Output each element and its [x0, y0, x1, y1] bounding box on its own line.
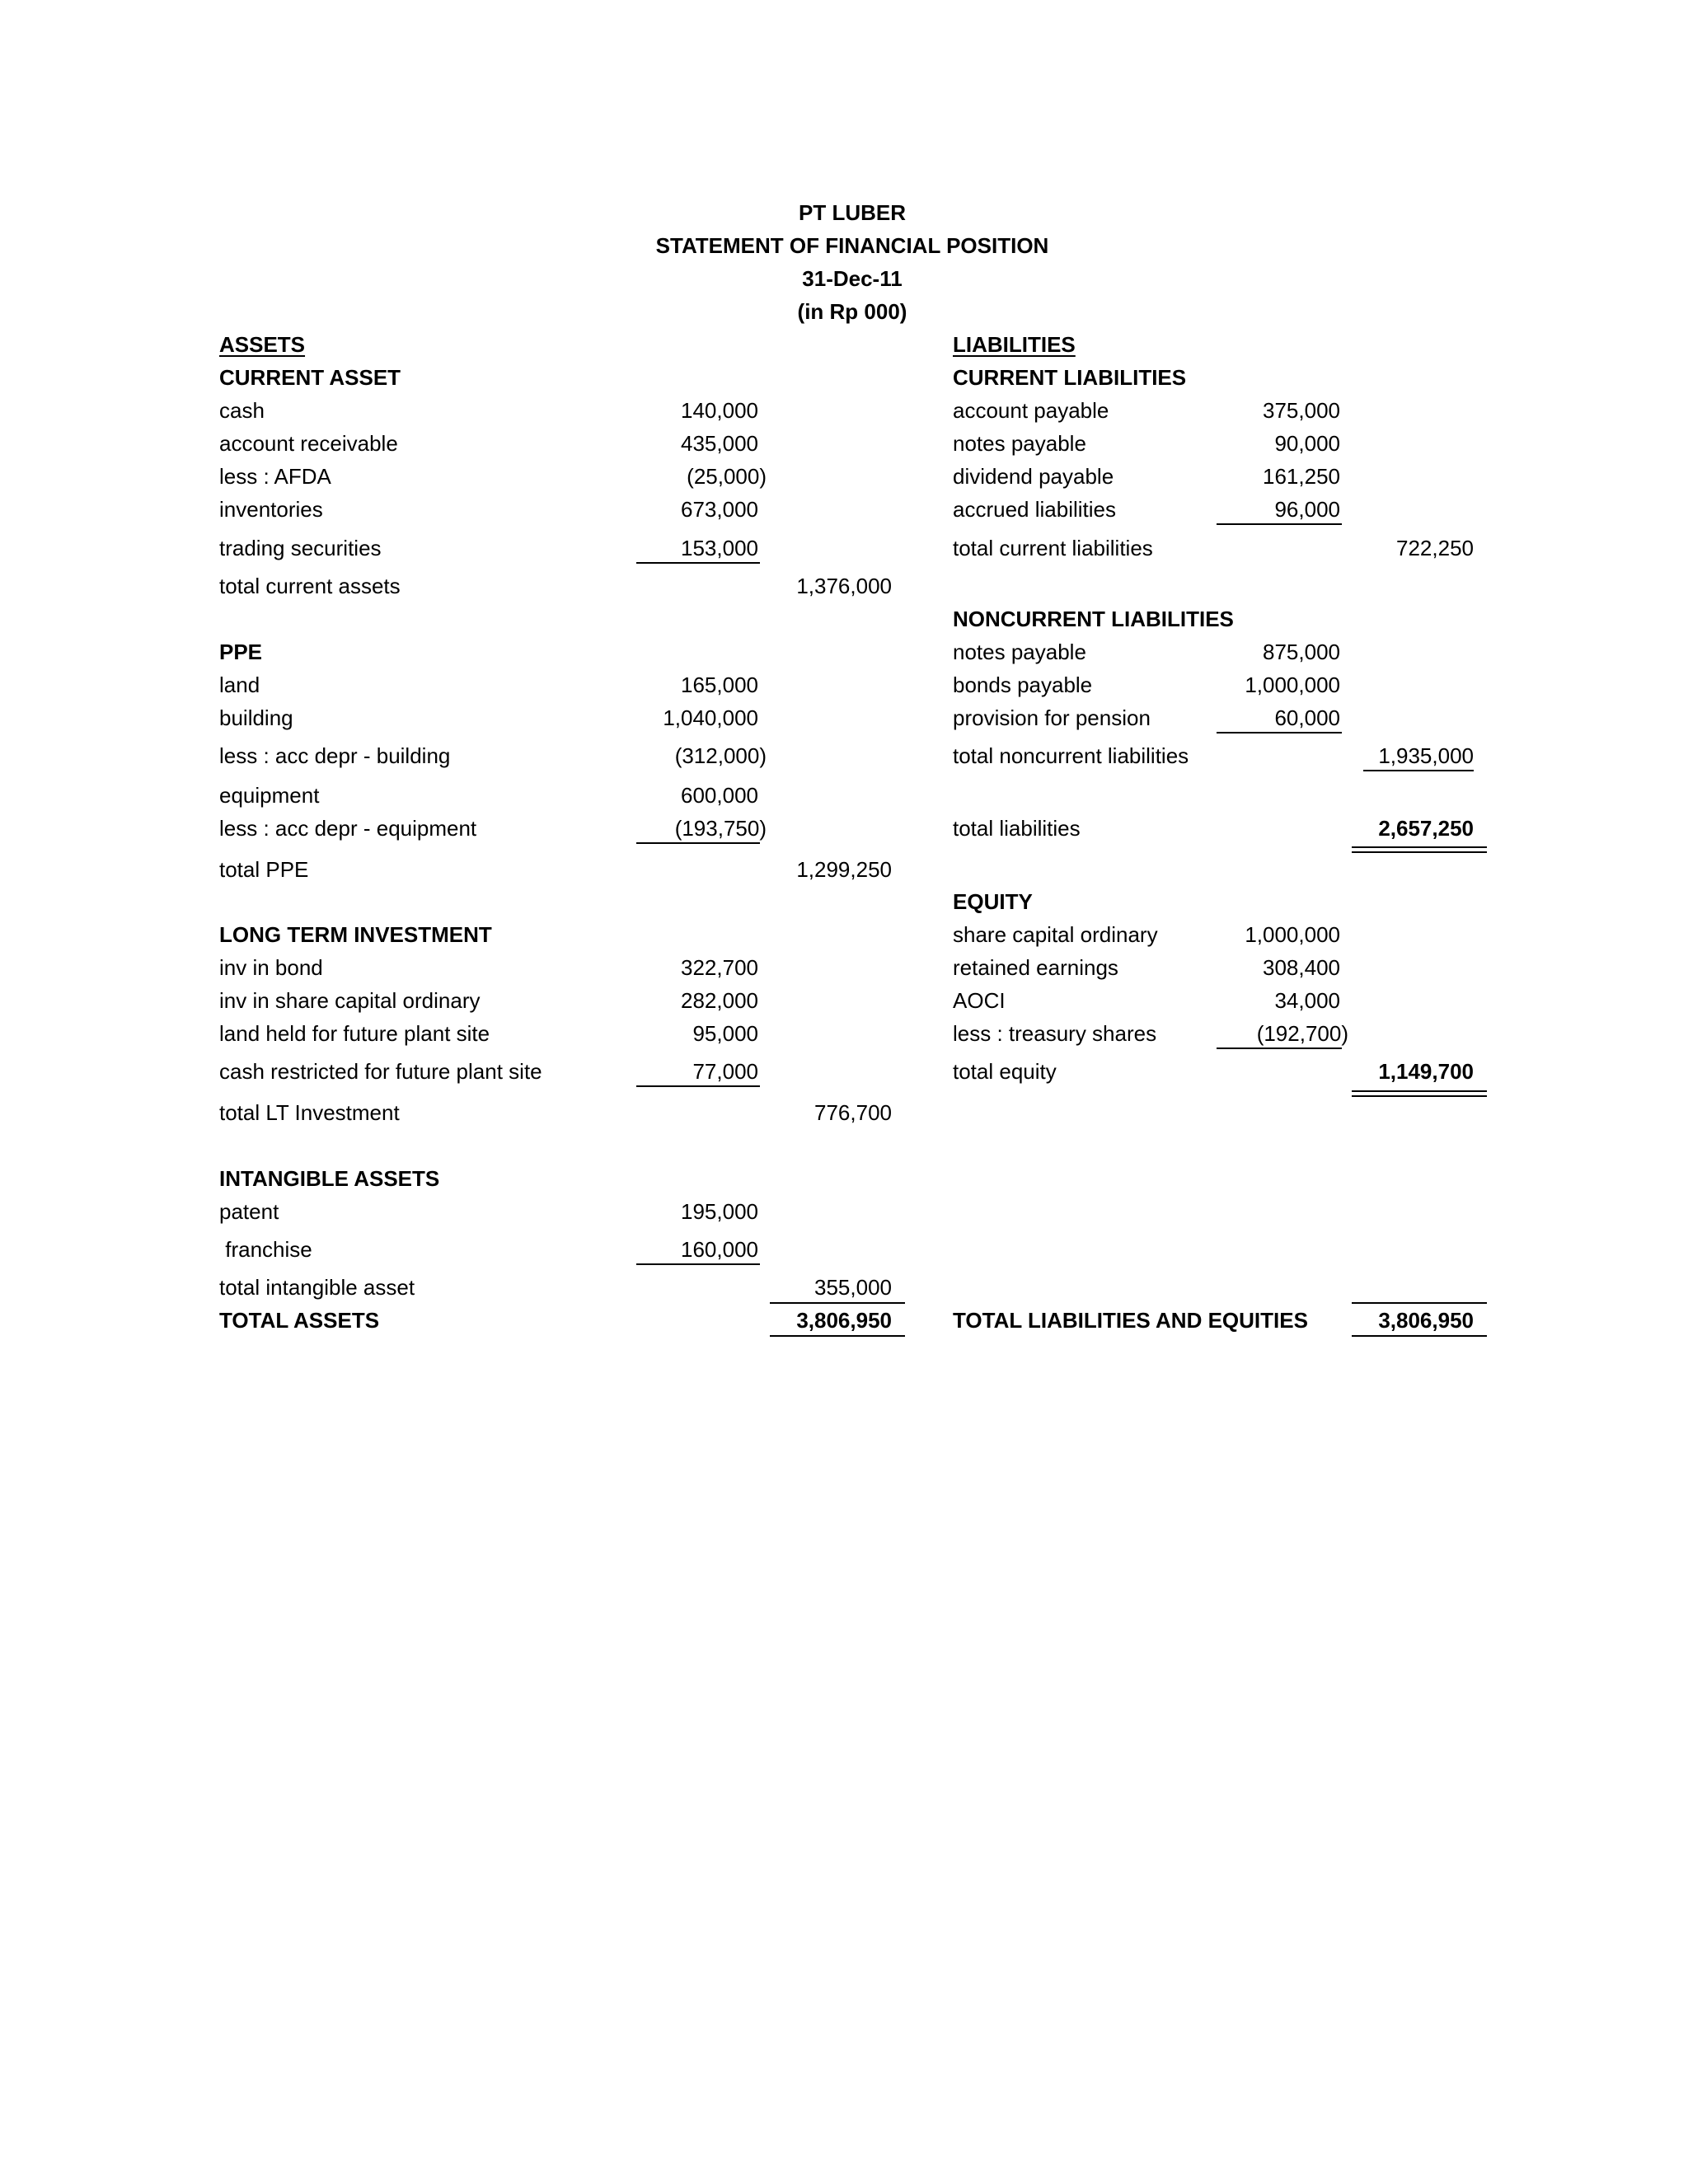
equity-value: 308,400 [1263, 955, 1340, 980]
subtotal-rule [1363, 770, 1474, 771]
asset-label: inv in bond [219, 955, 323, 980]
asset-value: (193,750) [674, 816, 767, 841]
asset-label: less : acc depr - equipment [219, 816, 477, 841]
liability-value: 161,250 [1263, 464, 1340, 489]
total-rule-bottom [770, 1335, 905, 1337]
asset-value: 600,000 [681, 783, 758, 808]
asset-total-label: total current assets [219, 574, 401, 598]
asset-value: 1,040,000 [663, 705, 758, 730]
asset-label: cash restricted for future plant site [219, 1059, 542, 1084]
double-rule [1352, 1090, 1487, 1097]
liability-total-label: total current liabilities [953, 536, 1153, 560]
liability-value: 1,000,000 [1245, 673, 1340, 697]
asset-label: less : AFDA [219, 464, 331, 489]
asset-value: 153,000 [681, 536, 758, 560]
asset-label: trading securities [219, 536, 382, 560]
asset-label: land held for future plant site [219, 1021, 490, 1046]
liability-total-value: 722,250 [1396, 536, 1474, 560]
subtotal-rule [636, 842, 760, 844]
asset-label: building [219, 705, 293, 730]
equity-label: AOCI [953, 988, 1006, 1013]
liability-total-label: total noncurrent liabilities [953, 743, 1189, 768]
liability-label: bonds payable [953, 673, 1093, 697]
liability-total-value: 1,935,000 [1378, 743, 1474, 768]
noncurrent-liabilities-heading: NONCURRENT LIABILITIES [953, 607, 1234, 631]
asset-label: inventories [219, 497, 323, 522]
subtotal-rule [636, 562, 760, 564]
liability-value: 96,000 [1274, 497, 1340, 522]
subtotal-rule [636, 1263, 760, 1265]
total-assets-label: TOTAL ASSETS [219, 1308, 380, 1333]
total-equity-label: total equity [953, 1059, 1057, 1084]
asset-value: 195,000 [681, 1199, 758, 1224]
lti-heading: LONG TERM INVESTMENT [219, 922, 492, 947]
grand-total-value: 3,806,950 [1378, 1308, 1474, 1333]
grand-total-label: TOTAL LIABILITIES AND EQUITIES [953, 1308, 1308, 1333]
liability-label: dividend payable [953, 464, 1114, 489]
asset-label: patent [219, 1199, 279, 1224]
subtotal-rule [1217, 1047, 1342, 1049]
liability-label: accrued liabilities [953, 497, 1116, 522]
equity-label: share capital ordinary [953, 922, 1158, 947]
total-rule-top [770, 1302, 905, 1304]
statement-title: STATEMENT OF FINANCIAL POSITION [655, 233, 1049, 258]
asset-label: less : acc depr - building [219, 743, 451, 768]
asset-value: 140,000 [681, 398, 758, 423]
asset-total-label: total LT Investment [219, 1100, 400, 1125]
asset-label: inv in share capital ordinary [219, 988, 481, 1013]
total-liabilities-value: 2,657,250 [1378, 816, 1474, 841]
liability-label: notes payable [953, 431, 1086, 456]
asset-label: equipment [219, 783, 320, 808]
liability-value: 60,000 [1274, 705, 1340, 730]
asset-value: 673,000 [681, 497, 758, 522]
asset-value: 95,000 [692, 1021, 758, 1046]
statement-date: 31-Dec-11 [802, 266, 903, 291]
equity-label: retained earnings [953, 955, 1118, 980]
subtotal-rule [636, 1085, 760, 1087]
equity-value: 1,000,000 [1245, 922, 1340, 947]
asset-total-label: total intangible asset [219, 1275, 415, 1300]
total-assets-value: 3,806,950 [796, 1308, 892, 1333]
asset-total-label: total PPE [219, 857, 309, 882]
total-rule-top [1352, 1302, 1487, 1304]
current-liabilities-heading: CURRENT LIABILITIES [953, 365, 1187, 390]
asset-value: 165,000 [681, 673, 758, 697]
asset-total-value: 1,299,250 [796, 857, 892, 882]
current-asset-heading: CURRENT ASSET [219, 365, 401, 390]
company-name: PT LUBER [799, 200, 906, 225]
equity-label: less : treasury shares [953, 1021, 1157, 1046]
total-liabilities-label: total liabilities [953, 816, 1081, 841]
statement-unit: (in Rp 000) [797, 299, 907, 324]
asset-value: 322,700 [681, 955, 758, 980]
intangible-heading: INTANGIBLE ASSETS [219, 1166, 440, 1191]
liability-value: 875,000 [1263, 640, 1340, 664]
asset-value: 77,000 [692, 1059, 758, 1084]
assets-heading: ASSETS [219, 332, 306, 357]
ppe-heading: PPE [219, 640, 263, 664]
asset-total-value: 355,000 [814, 1275, 892, 1300]
liability-value: 375,000 [1263, 398, 1340, 423]
asset-value: 160,000 [681, 1237, 758, 1262]
total-equity-value: 1,149,700 [1378, 1059, 1474, 1084]
asset-value: (25,000) [687, 464, 767, 489]
liability-label: provision for pension [953, 705, 1151, 730]
asset-total-value: 1,376,000 [796, 574, 892, 598]
liability-value: 90,000 [1274, 431, 1340, 456]
liability-label: account payable [953, 398, 1109, 423]
asset-total-value: 776,700 [814, 1100, 892, 1125]
equity-heading: EQUITY [953, 889, 1033, 914]
liability-label: notes payable [953, 640, 1086, 664]
liabilities-heading: LIABILITIES [953, 332, 1076, 357]
asset-value: 282,000 [681, 988, 758, 1013]
asset-label: account receivable [219, 431, 398, 456]
subtotal-rule [1217, 523, 1342, 525]
asset-label: franchise [219, 1237, 312, 1262]
subtotal-rule [1217, 732, 1342, 733]
equity-value: 34,000 [1274, 988, 1340, 1013]
equity-value: (192,700) [1256, 1021, 1348, 1046]
asset-value: (312,000) [674, 743, 767, 768]
double-rule [1352, 846, 1487, 853]
asset-label: land [219, 673, 260, 697]
asset-label: cash [219, 398, 265, 423]
asset-value: 435,000 [681, 431, 758, 456]
total-rule-bottom [1352, 1335, 1487, 1337]
